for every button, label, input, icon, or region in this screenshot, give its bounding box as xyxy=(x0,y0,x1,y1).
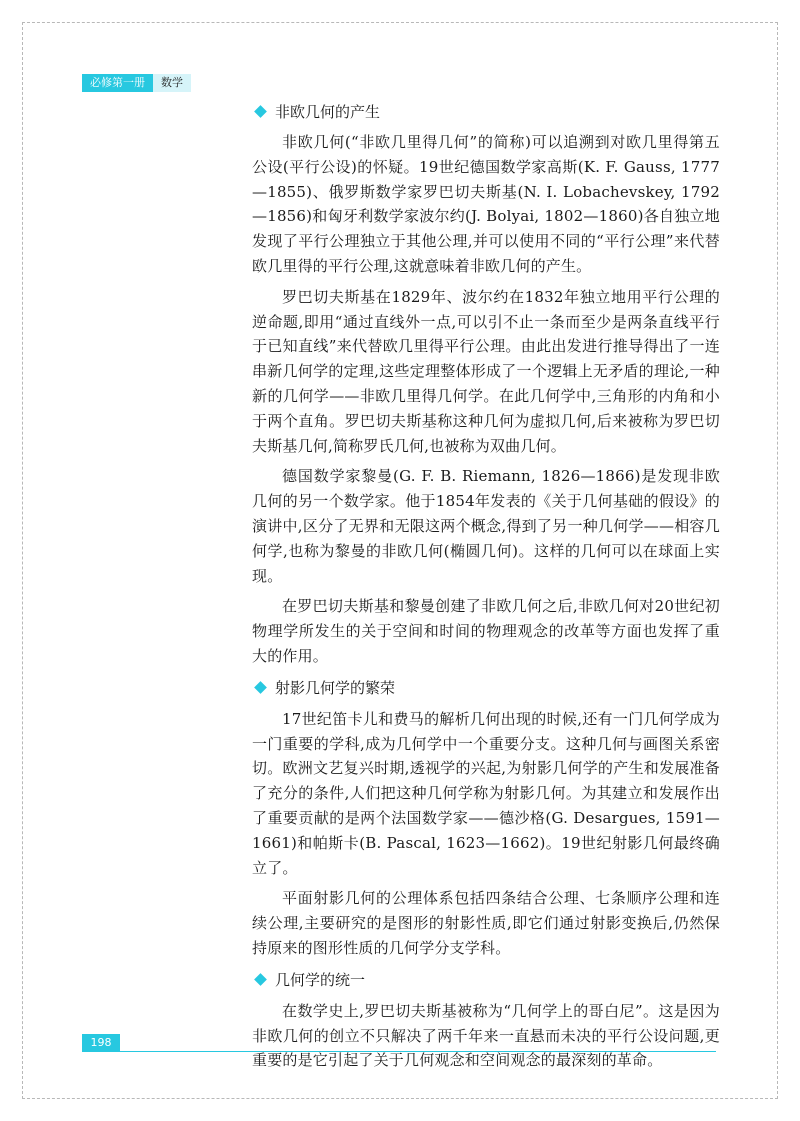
subject-label: 数学 xyxy=(153,74,191,92)
diamond-bullet-icon xyxy=(254,973,267,986)
footer-rule xyxy=(82,1034,716,1052)
main-content xyxy=(252,98,720,1073)
paragraph: 罗巴切夫斯基在1829年、波尔约在1832年独立地用平行公理的逆命题,即用“通过直线外一点,可以引不止一条而至少是两条直线平行于已知直线”来代替欧几里得平行公理。由此出发进行推导得出了一连串新几何学的定理,这些定理整体形成了一个逻辑上无矛盾的理论,一种新的几何学——非欧几里得几何学。在此几何学中,三角形的内角和小于两个直角。罗巴切夫斯基称这种几何为虚拟几何,后来被称为罗巴切夫斯基几何,简称罗氏几何,也被称为双曲几何。 xyxy=(252,287,720,455)
paragraph: 在数学史上,罗巴切夫斯基被称为“几何学上的哥白尼”。这是因为非欧几何的创立不只解决了两千年来一直悬而未决的平行公设问题,更重要的是它引起了关于几何观念和空间观念的最深刻的革命。 xyxy=(252,1001,720,1070)
running-header xyxy=(82,74,191,92)
section-title-text: 射影几何学的繁荣 xyxy=(275,679,396,698)
paragraph: 17世纪笛卡儿和费马的解析几何出现的时候,还有一门几何学成为一门重要的学科,成为几何学中一个重要分支。这种几何与画图关系密切。欧洲文艺复兴时期,透视学的兴起,为射影几何学的产生和发展准备了充分的条件,人们把这种几何学称为射影几何。为其建立和发展作出了重要贡献的是两个法国数学家——德沙格(G. Desargues, 1591—1661)和帕斯卡(B. Pascal, 1623—1662)。19世纪射影几何最终确立了。 xyxy=(252,709,720,877)
section-heading xyxy=(252,675,720,701)
book-tag: 必修第一册 xyxy=(82,74,153,92)
section-heading xyxy=(252,967,720,993)
diamond-bullet-icon xyxy=(254,681,267,694)
paragraph: 德国数学家黎曼(G. F. B. Riemann, 1826—1866)是发现非欧几何的另一个数学家。他于1854年发表的《关于几何基础的假设》的演讲中,区分了无界和无限这两个概念,得到了另一种几何学——相容几何学,也称为黎曼的非欧几何(椭圆几何)。这样的几何可以在球面上实现。 xyxy=(252,467,720,585)
paragraph: 平面射影几何的公理体系包括四条结合公理、七条顺序公理和连续公理,主要研究的是图形的射影性质,即它们通过射影变换后,仍然保持原来的图形性质的几何学分支学科。 xyxy=(252,889,720,957)
diamond-bullet-icon xyxy=(254,105,267,118)
section-title-text: 非欧几何的产生 xyxy=(275,102,381,121)
section-heading xyxy=(252,98,720,124)
paragraph: 非欧几何(“非欧几里得几何”的简称)可以追溯到对欧几里得第五公设(平行公设)的怀疑。19世纪德国数学家高斯(K. F. Gauss, 1777—1855)、俄罗斯数学家罗巴切夫斯基(N. I. Lobachevskey, 1792—1856)和匈牙利数学家波尔约(J. Bolyai, 1802—1860)各自独立地发现了平行公理独立于其他公理,并可以使用不同的“平行公理”来代替欧几里得的平行公理,这就意味着非欧几何的产生。 xyxy=(252,133,720,275)
page-number: 198 xyxy=(82,1034,120,1052)
paragraph: 在罗巴切夫斯基和黎曼创建了非欧几何之后,非欧几何对20世纪初物理学所发生的关于空间和时间的物理观念的改革等方面也发挥了重大的作用。 xyxy=(252,597,720,665)
section-title-text: 几何学的统一 xyxy=(275,971,366,990)
